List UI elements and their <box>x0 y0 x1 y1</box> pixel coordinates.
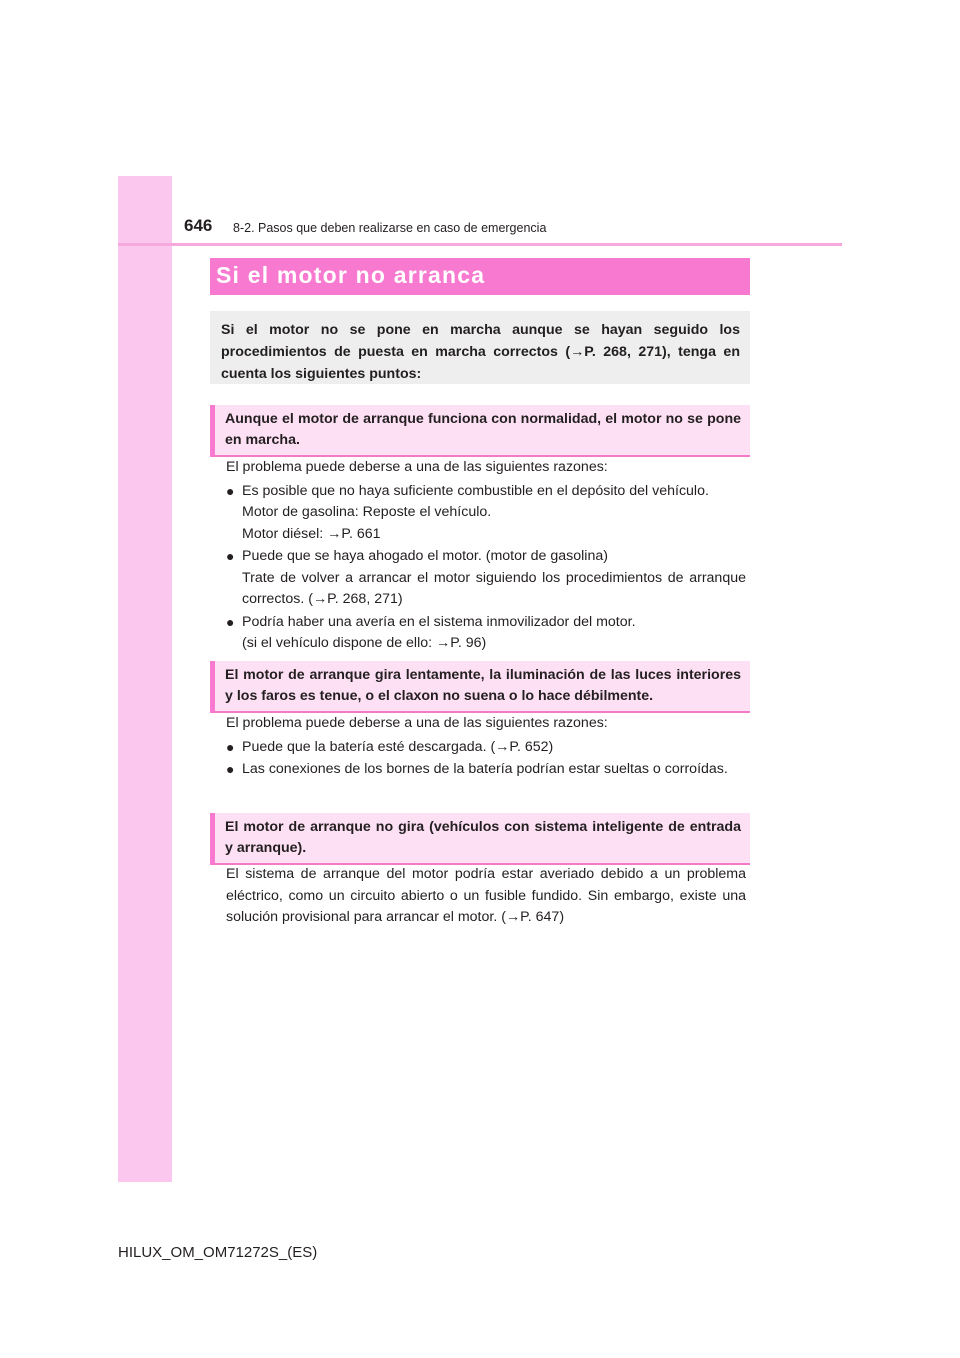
section-3-text: El sistema de arranque del motor podría estar averiado debido a un problema eléctrico, como un circuito abierto o un fusible fundido. Sin embargo, existe una solución provisional para arrancar el motor. (→P. 647) <box>226 866 746 925</box>
list-item <box>226 481 746 546</box>
section-3-body <box>226 864 746 929</box>
page-title: Si el motor no arranca <box>216 262 486 288</box>
section-heading-3-text: El motor de arranque no gira (vehículos con sistema inteligente de entrada y arranque). <box>225 819 741 856</box>
section-2-lead: El problema puede deberse a una de las siguientes razones: <box>226 715 608 731</box>
list-item-line: Las conexiones de los bornes de la batería podrían estar sueltas o corroídas. <box>242 761 728 777</box>
intro-text: Si el motor no se pone en marcha aunque se hayan seguido los procedimientos de puesta en marcha correctos (→P. 268, 271), tenga en cuenta los siguientes puntos: <box>221 322 740 382</box>
list-item-line: Puede que se haya ahogado el motor. (motor de gasolina) <box>242 548 608 564</box>
bullet-icon: ● <box>226 613 235 630</box>
section-1-lead: El problema puede deberse a una de las siguientes razones: <box>226 459 608 475</box>
list-item <box>226 737 746 759</box>
list-item-line: Motor de gasolina: Reposte el vehículo. <box>242 504 492 520</box>
side-tab-strip <box>118 176 172 1182</box>
section-2-body <box>226 713 746 781</box>
intro-box <box>210 311 750 384</box>
list-item <box>226 612 746 655</box>
section-heading-2-text: El motor de arranque gira lentamente, la iluminación de las luces interiores y los faros es tenue, o el claxon no suena o lo hace débilmente. <box>225 667 741 704</box>
header-divider <box>118 243 842 246</box>
bullet-icon: ● <box>226 761 235 777</box>
list-item-line: Trate de volver a arrancar el motor siguiendo los procedimientos de arranque correctos. (→P. 268, 271) <box>242 569 746 607</box>
bullet-icon: ● <box>226 548 235 564</box>
list-item <box>226 546 746 611</box>
list-item-line: Puede que la batería esté descargada. (→P. 652) <box>242 738 554 755</box>
list-item <box>226 759 746 781</box>
list-item-line: Motor diésel: →P. 661 <box>242 525 381 542</box>
page-number: 646 <box>184 216 213 235</box>
section-heading-3 <box>210 813 750 865</box>
list-item-line: Es posible que no haya suficiente combustible en el depósito del vehículo. <box>242 482 709 499</box>
section-1-body <box>226 457 746 655</box>
list-item-line: (si el vehículo dispone de ello: →P. 96) <box>242 635 487 651</box>
bullet-icon: ● <box>226 738 235 755</box>
list-item-line: Podría haber una avería en el sistema inmovilizador del motor. <box>242 613 636 630</box>
section-heading-1 <box>210 405 750 457</box>
section-heading-1-text: Aunque el motor de arranque funciona con normalidad, el motor no se pone en marcha. <box>225 411 741 448</box>
bullet-icon: ● <box>226 482 235 499</box>
document-code: HILUX_OM_OM71272S_(ES) <box>118 1244 318 1261</box>
chapter-title: 8-2. Pasos que deben realizarse en caso de emergencia <box>233 221 547 235</box>
section-title-band <box>210 258 750 295</box>
section-heading-2 <box>210 661 750 713</box>
